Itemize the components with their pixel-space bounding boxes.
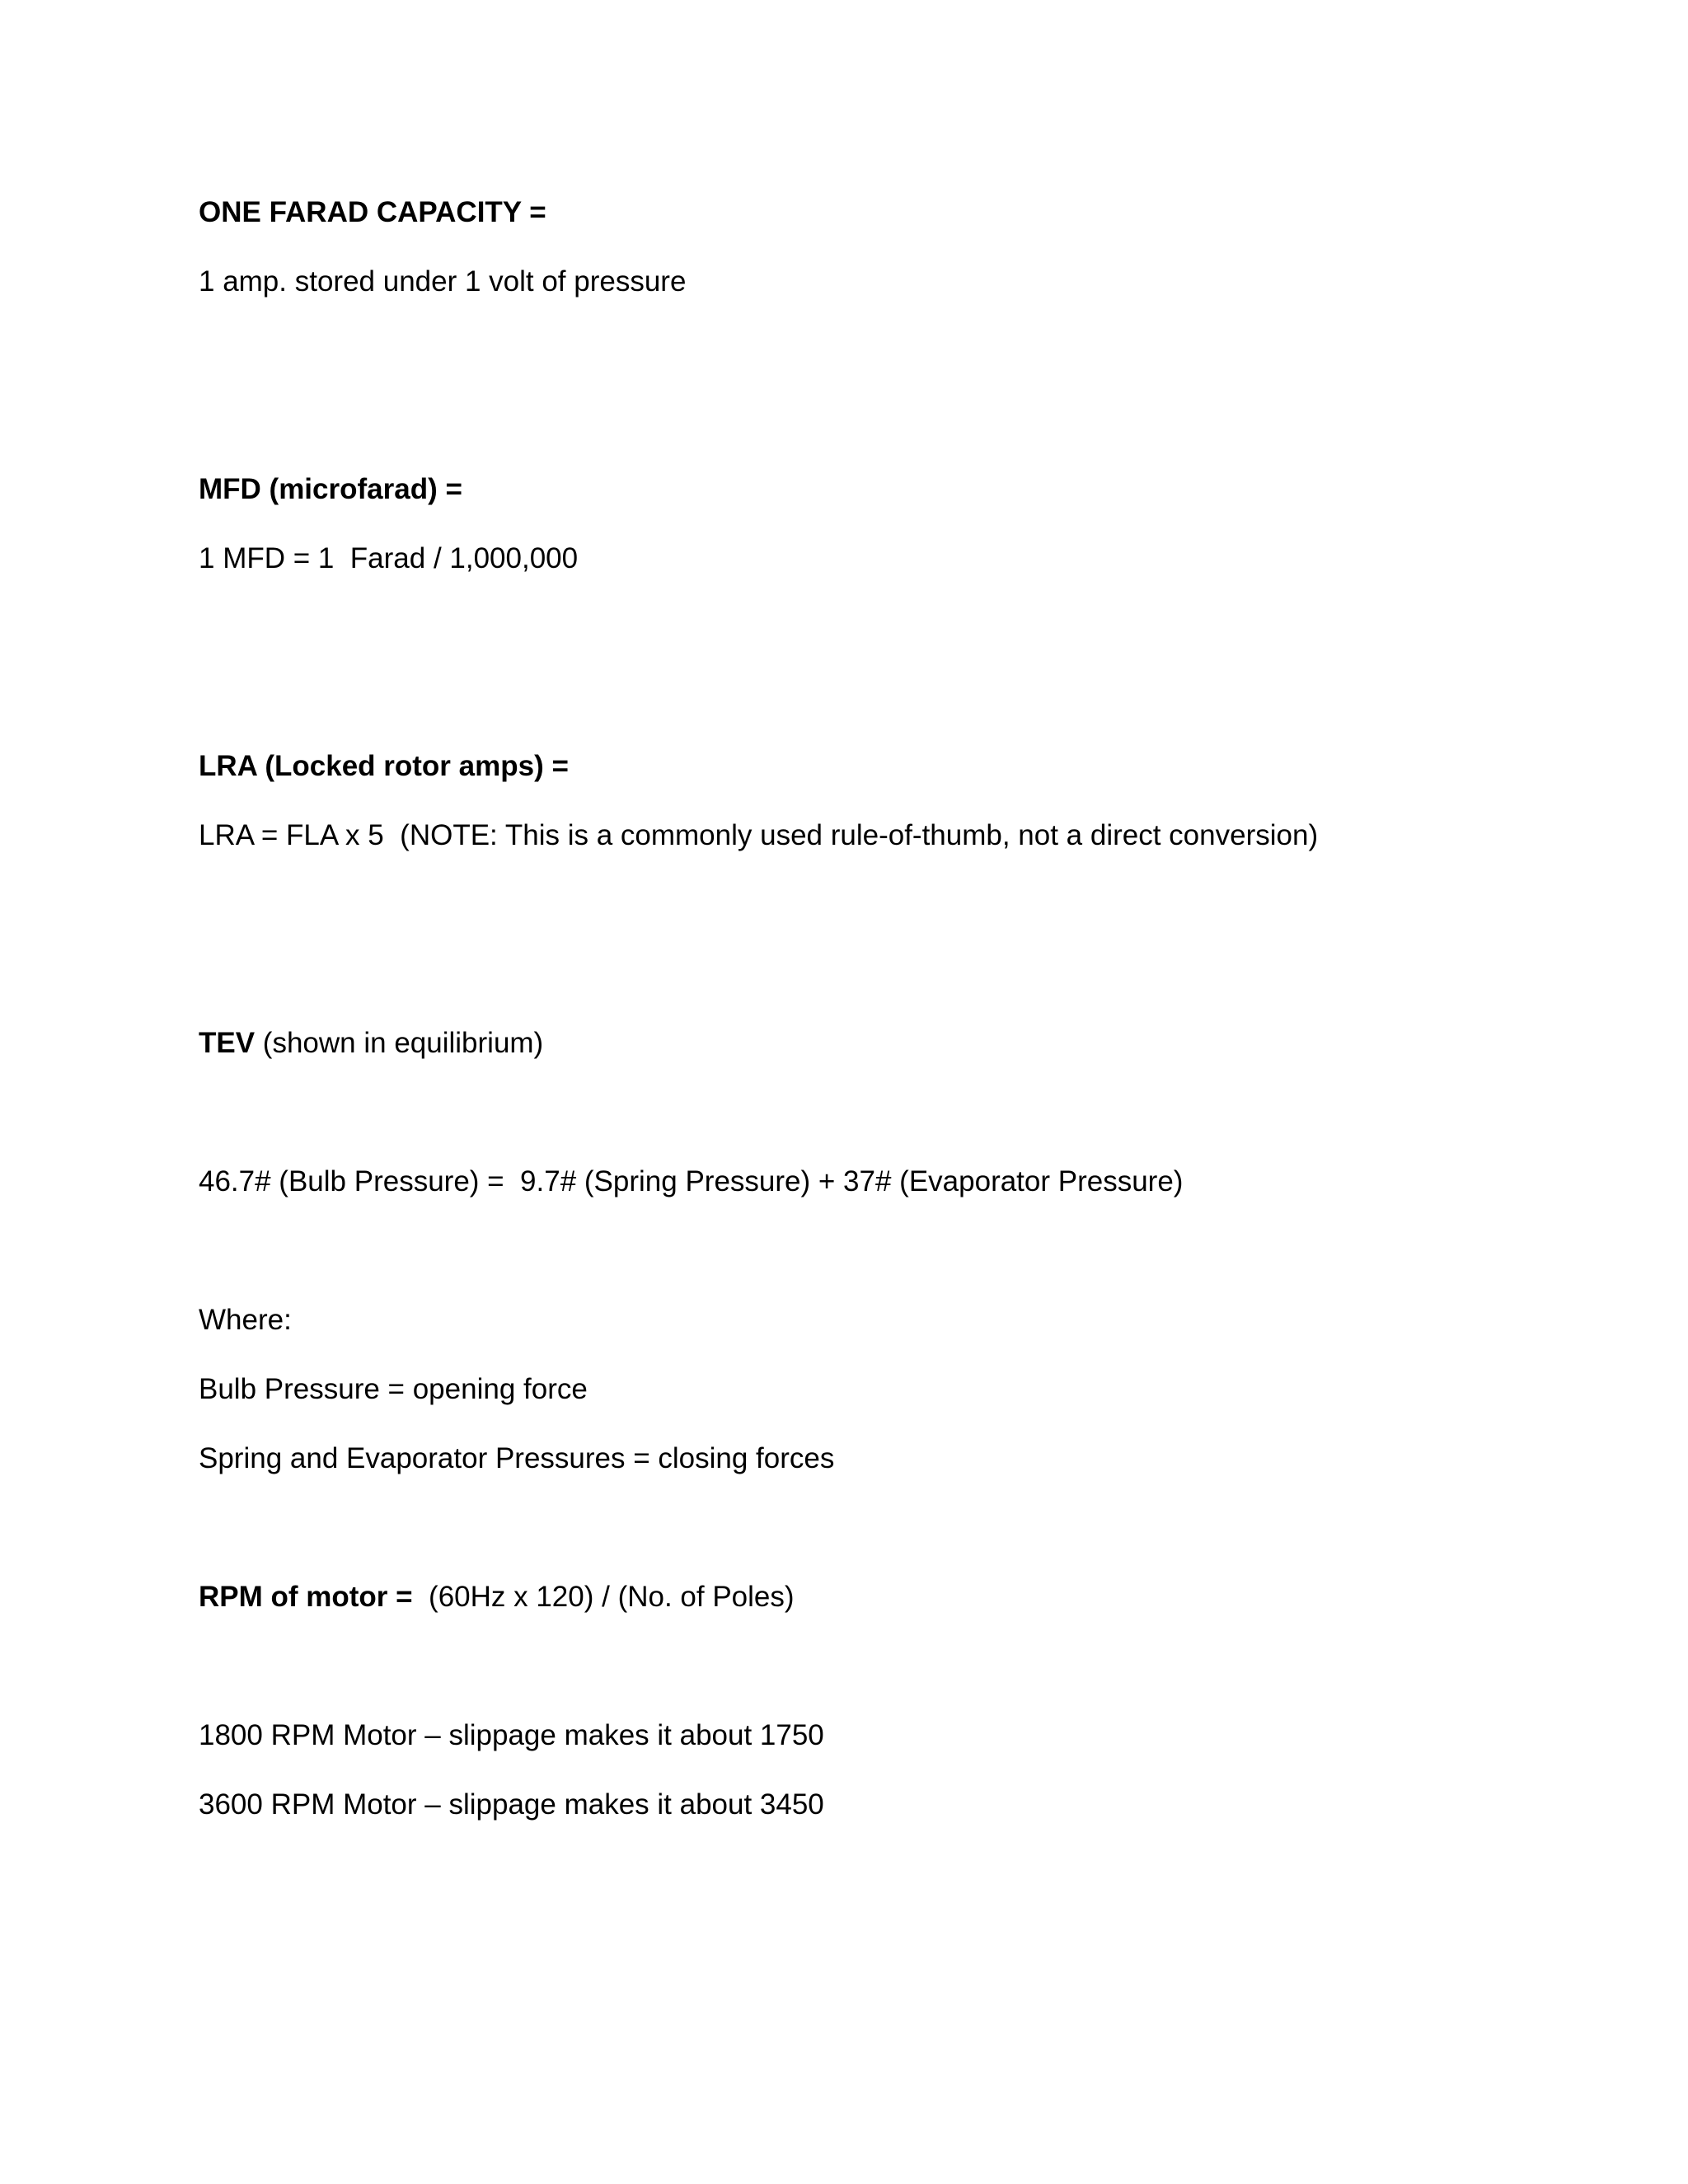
rpm-heading <box>199 1579 795 1615</box>
rpm-3600-note: 3600 RPM Motor – slippage makes it about 3450 <box>199 1788 824 1821</box>
farad-heading: ONE FARAD CAPACITY = <box>199 196 546 228</box>
lra-heading: LRA (Locked rotor amps) = <box>199 750 569 782</box>
tev-where-label: Where: <box>199 1304 292 1336</box>
mfd-heading: MFD (microfarad) = <box>199 473 462 505</box>
tev-heading-rest: (shown in equilibrium) <box>255 1027 544 1059</box>
tev-bulb-note: Bulb Pressure = opening force <box>199 1373 588 1405</box>
tev-equation: 46.7# (Bulb Pressure) = 9.7# (Spring Pressure) + 37# (Evaporator Pressure) <box>199 1165 1184 1197</box>
tev-spring-note: Spring and Evaporator Pressures = closing forces <box>199 1442 835 1474</box>
rpm-formula: (60Hz x 120) / (No. of Poles) <box>420 1581 795 1613</box>
lra-definition: LRA = FLA x 5 (NOTE: This is a commonly used rule-of-thumb, not a direct conversion) <box>199 819 1319 851</box>
rpm-heading-bold: RPM of motor = <box>199 1581 421 1613</box>
farad-definition: 1 amp. stored under 1 volt of pressure <box>199 265 687 298</box>
rpm-1800-note: 1800 RPM Motor – slippage makes it about 1750 <box>199 1719 824 1751</box>
tev-heading-bold: TEV <box>199 1027 256 1059</box>
tev-heading <box>199 1025 543 1062</box>
mfd-definition: 1 MFD = 1 Farad / 1,000,000 <box>199 542 579 574</box>
